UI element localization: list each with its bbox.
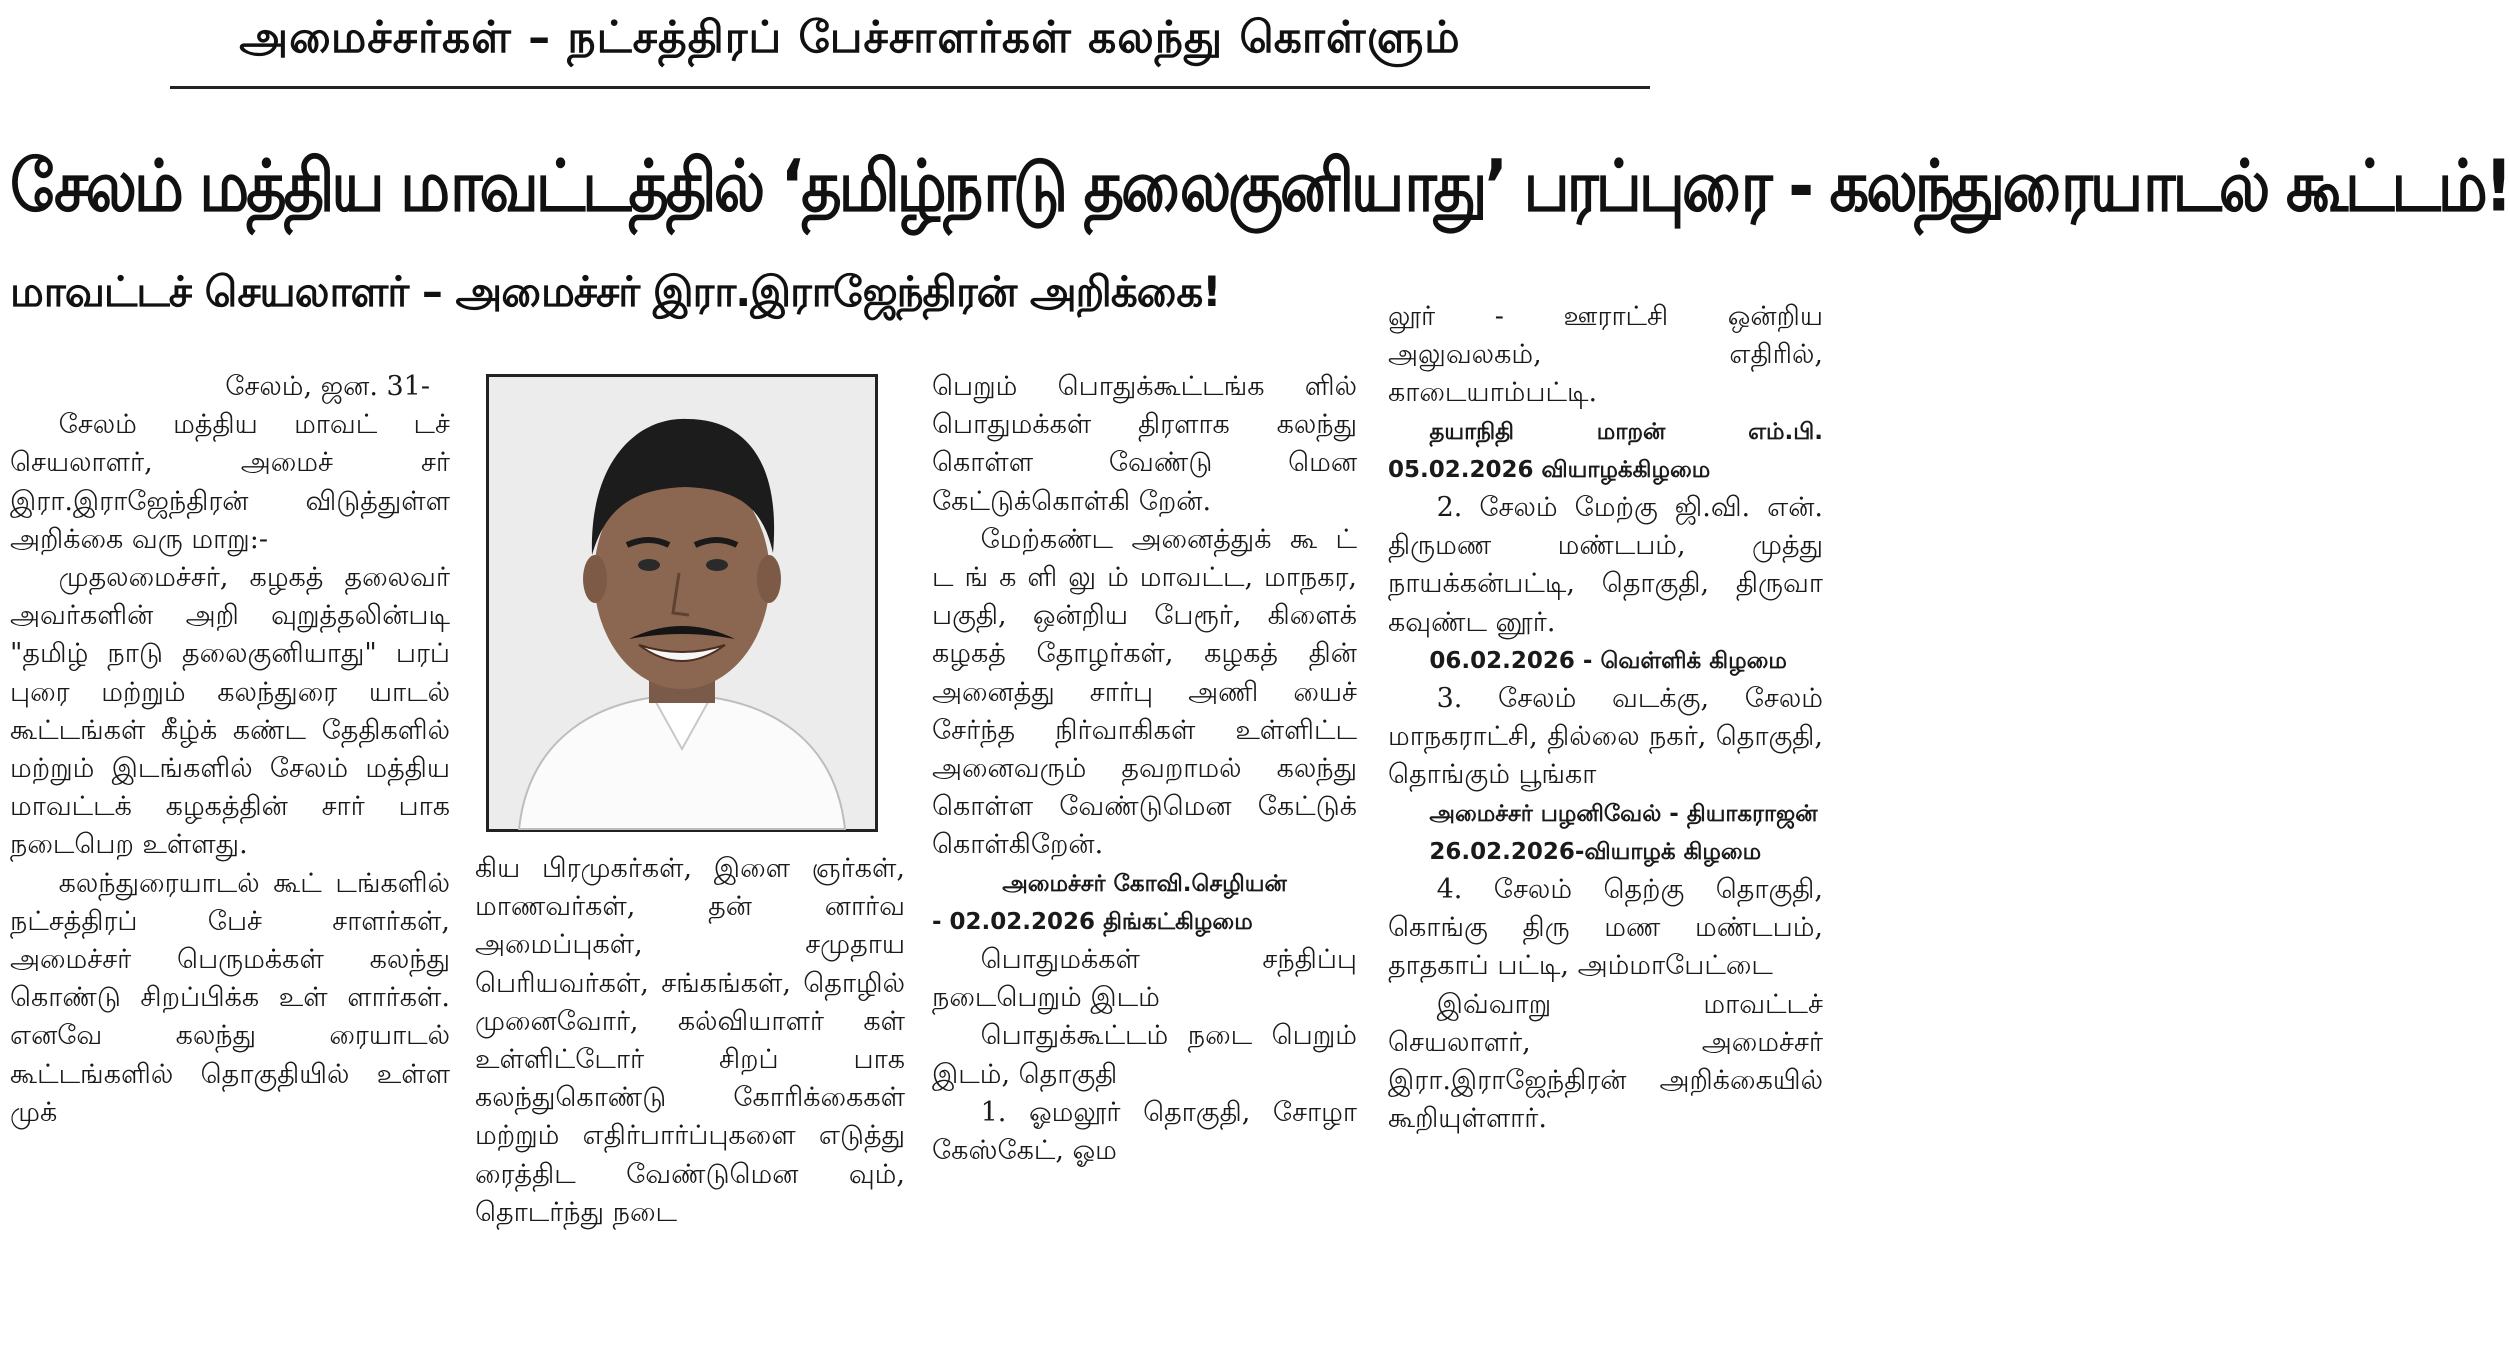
dateline: சேலம், ஜன. 31- [225,371,430,402]
kicker-rule [170,86,1650,89]
event-speaker: அமைச்சர் பழனிவேல் - தியாகராஜன் [1429,800,1818,827]
minister-photo [486,374,878,832]
paragraph: இவ்வாறு மாவட்டச் செயலாளர், அமைச்சர் இரா.இராஜேந்திரன் அறிக்கையில் கூறியுள்ளார். [1388,988,1823,1135]
paragraph: கலந்துரையாடல் கூட் டங்களில் நட்சத்திரப் பேச் சாளர்கள், அமைச்சர் பெருமக்கள் கலந்து கொண்டு சிறப்பிக்க உள் ளார்கள். எனவே கலந்து ரையாடல் கூட்டங்களில் தொகுதியில் உள்ள முக் [10,867,450,1128]
event-date: 26.02.2026-வியாழக் கிழமை [1429,838,1762,865]
paragraph: 2. சேலம் மேற்கு ஜி.வி. என். திருமண மண்டபம், முத்து நாயக்கன்பட்டி, தொகுதி, திருவா கவுண்ட னூர். [1388,492,1823,638]
event-speaker-date: தயாநிதி மாறன் எம்.பி. 05.02.2026 வியாழக்கிழமை [1388,418,1823,483]
article-column-3 [932,368,1357,1170]
paragraph: மேற்கண்ட அனைத்துக் கூ ட் ட ங் க ளி லு ம் மாவட்ட, மாநகர, பகுதி, ஒன்றிய பேரூர், கிளைக் கழகத் தோழர்கள், கழகத் தின் அனைத்து சார்பு அணி யைச் சேர்ந்த நிர்வாகிகள் உள்ளிட்ட அனைவரும் தவறாமல் கலந்து கொள்ள வேண்டுமென கேட்டுக் கொள்கிறேன். [932,523,1357,861]
article-column-2 [475,850,905,1232]
paragraph: லூர் - ஊராட்சி ஒன்றிய அலுவலகம், எதிரில், காடையாம்பட்டி. [1388,301,1823,409]
paragraph: பொதுக்கூட்டம் நடை பெறும் இடம், தொகுதி [932,1020,1357,1090]
event-date: - 02.02.2026 திங்கட்கிழமை [932,908,1253,935]
sub-headline: மாவட்டச் செயலாளர் – அமைச்சர் இரா.இராஜேந்திரன் அறிக்கை! [10,267,1221,316]
paragraph: 3. சேலம் வடக்கு, சேலம் மாநகராட்சி, தில்லை நகர், தொகுதி, தொங்கும் பூங்கா [1388,683,1823,791]
main-headline: சேலம் மத்திய மாவட்டத்தில் ‘தமிழ்நாடு தலைகுனியாது’ பரப்புரை - கலந்துரையாடல் கூட்டம்! [10,143,2510,228]
paragraph: பொதுமக்கள் சந்திப்பு நடைபெறும் இடம் [932,944,1357,1014]
event-speaker: அமைச்சர் கோவி.செழியன் [1002,870,1287,897]
paragraph: கிய பிரமுகர்கள், இளை ஞர்கள், மாணவர்கள், தன் னார்வ அமைப்புகள், சமுதாய பெரியவர்கள், சங்கங்கள், தொழில் முனைவோர், கல்வியாளர் கள் உள்ளிட்டோர் சிறப் பாக கலந்துகொண்டு கோரிக்கைகள் மற்றும் எதிர்பார்ப்புகளை எடுத்து ரைத்திட வேண்டுமென வும், தொடர்ந்து நடை [475,853,905,1228]
paragraph: 1. ஓமலூர் தொகுதி, சோழா கேஸ்கேட், ஓம [932,1096,1357,1167]
article-column-1 [10,368,450,1132]
paragraph: 4. சேலம் தெற்கு தொகுதி, கொங்கு திரு மண மண்டபம், தாதகாப் பட்டி, அம்மாபேட்டை [1388,874,1823,982]
paragraph: முதலமைச்சர், கழகத் தலைவர் அவர்களின் அறி வுறுத்தலின்படி "தமிழ் நாடு தலைகுனியாது" பரப் புரை மற்றும் கலந்துரை யாடல் கூட்டங்கள் கீழ்க் கண்ட தேதிகளில் மற்றும் இடங்களில் சேலம் மத்திய மாவட்டக் கழகத்தின் சார் பாக நடைபெற உள்ளது. [10,562,450,861]
paragraph: பெறும் பொதுக்கூட்டங்க ளில் பொதுமக்கள் திரளாக கலந்து கொள்ள வேண்டு மென கேட்டுக்கொள்கி றேன். [932,371,1357,517]
paragraph: சேலம் மத்திய மாவட் டச் செயலாளர், அமைச் சர் இரா.இராஜேந்திரன் விடுத்துள்ள அறிக்கை வரு மாறு:- [10,409,450,555]
article-column-4 [1388,298,1823,1138]
portrait-image [489,377,875,829]
kicker-headline: அமைச்சர்கள் – நட்சத்திரப் பேச்சாளர்கள் கலந்து கொள்ளும் [239,12,1461,63]
event-date: 06.02.2026 - வெள்ளிக் கிழமை [1429,647,1787,674]
